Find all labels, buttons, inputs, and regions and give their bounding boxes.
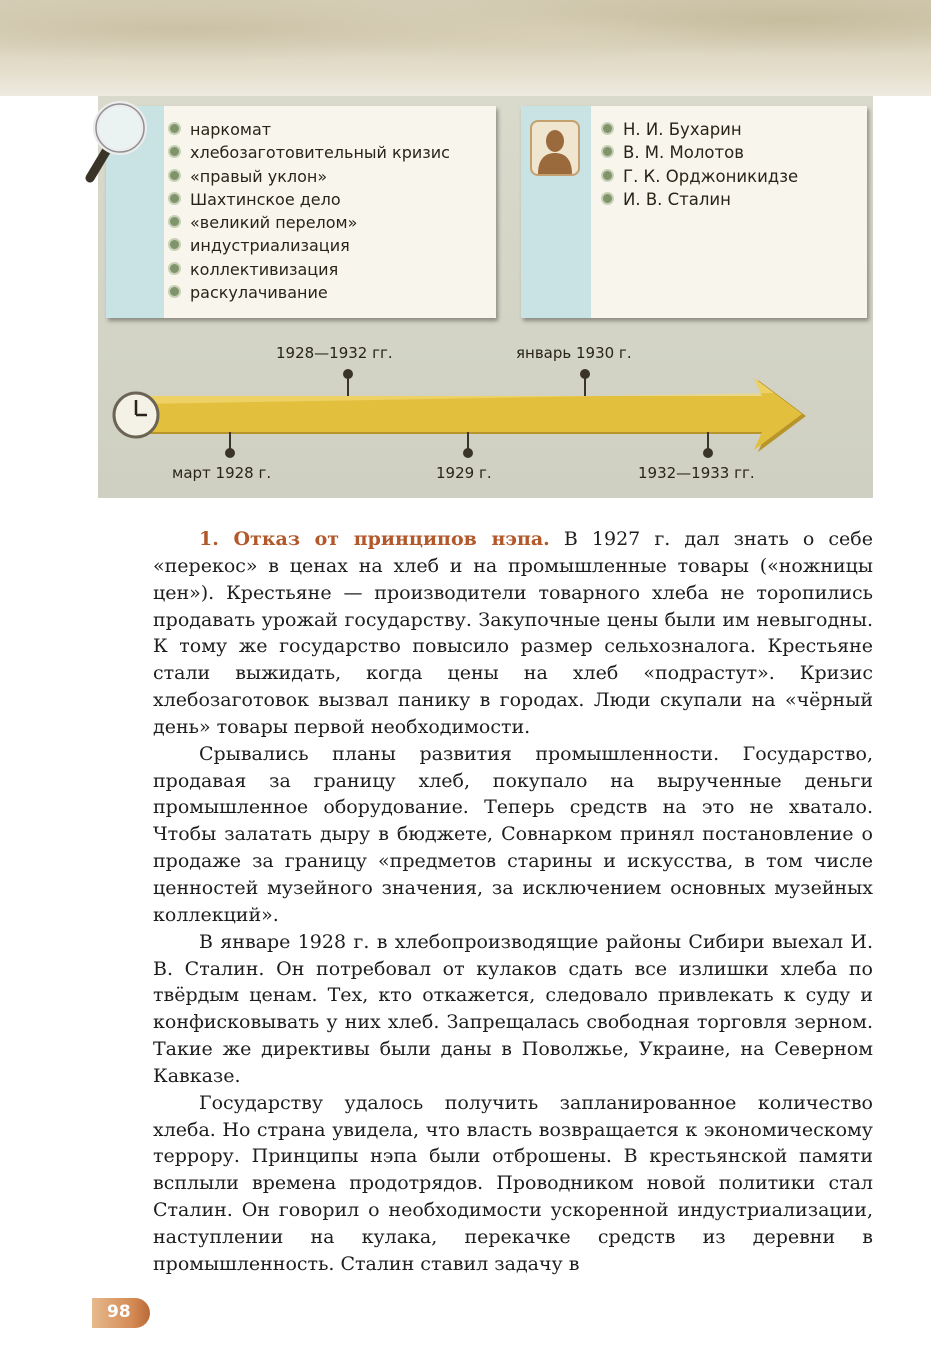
bullet-icon: [168, 285, 181, 298]
list-item: раскулачивание: [168, 281, 450, 304]
bullet-icon: [168, 262, 181, 275]
paragraph: Срывались планы развития промышленности. Государство, продавая за границу хлеб, покупало на вырученные деньги промышленное оборудование. Теперь средств на это не хватало. Чтобы залатать дыру в бюджете, Совнарком принял постановление о продаже за границу «предметов старины и искусства, в том числе ценностей музейного значения, за исключением основных музейных коллекций».: [153, 742, 873, 926]
bullet-icon: [168, 215, 181, 228]
bullet-icon: [168, 122, 181, 135]
bullet-icon: [601, 192, 614, 205]
list-item: «великий перелом»: [168, 211, 450, 234]
timeline-label: март 1928 г.: [172, 464, 272, 482]
bullet-icon: [168, 145, 181, 158]
main-text: [153, 526, 873, 1278]
bullet-icon: [601, 122, 614, 135]
timeline-label: 1929 г.: [436, 464, 492, 482]
bullet-icon: [168, 192, 181, 205]
list-item: «правый уклон»: [168, 165, 450, 188]
list-item: Шахтинское дело: [168, 188, 450, 211]
list-item: И. В. Сталин: [601, 188, 798, 211]
timeline-marker: [225, 432, 235, 458]
person-silhouette-icon: [530, 120, 580, 176]
list-item: индустриализация: [168, 234, 450, 257]
bullet-icon: [168, 238, 181, 251]
timeline: [98, 340, 873, 498]
timeline-label: 1932—1933 гг.: [638, 464, 755, 482]
decorative-header-band: [0, 0, 931, 96]
list-item: хлебозаготовительный кризис: [168, 141, 450, 164]
paragraph: В январе 1928 г. в хлебопроизводящие районы Сибири выехал И. В. Сталин. Он потребовал от кулаков сдать все излишки хлеба по твёрдым ценам. Тех, кто откажется, следовало привлекать к суду и конфисковывать у них хлеб. Запрещалась свободная торговля зерном. Такие же директивы были даны в Поволжье, Украине, на Северном Кавказе.: [153, 930, 873, 1087]
paragraph: 1. Отказ от принципов нэпа. В 1927 г. дал знать о себе «перекос» в ценах на хлеб и на промышленные товары («ножницы цен»). Крестьяне — производители товарного хлеба не торопились продавать урожай государству. Закупочные цены были им невыгодны. К тому же государство повысило размер сельхозналога. Крестьяне стали выжидать, когда цены на хлеб «подрастут». Кризис хлебозаготовок вызвал панику в городах. Люди скупали на «чёрный день» товары первой необходимости.: [153, 528, 873, 738]
list-item: Н. И. Бухарин: [601, 118, 798, 141]
clock-icon: [114, 393, 158, 437]
list-item: В. М. Молотов: [601, 141, 798, 164]
list-item: коллективизация: [168, 258, 450, 281]
timeline-marker: [463, 432, 473, 458]
page-number: 98: [107, 1302, 131, 1322]
list-item: Г. К. Орджоникидзе: [601, 165, 798, 188]
magnifier-icon: [82, 96, 152, 186]
lesson-header-panel: [98, 96, 873, 498]
section-title: 1. Отказ от принципов нэпа.: [199, 528, 550, 550]
persons-list: [601, 118, 798, 211]
bullet-icon: [168, 169, 181, 182]
bullet-icon: [601, 145, 614, 158]
timeline-marker: [703, 432, 713, 458]
list-item: наркомат: [168, 118, 450, 141]
timeline-arrow: [142, 378, 806, 452]
paragraph: Государству удалось получить запланированное количество хлеба. Но страна увидела, что власть возвращается к экономическому террору. Принципы нэпа были отброшены. В крестьянской памяти всплыли времена продотрядов. Проводником новой политики стал Сталин. Он говорил о необходимости ускоренной индустриализации, наступлении на кулака, перекачке средств из деревни в промышленность. Сталин ставил задачу в: [153, 1091, 873, 1275]
timeline-marker: [580, 369, 590, 396]
key-terms-card: [106, 106, 496, 318]
timeline-label: 1928—1932 гг.: [276, 344, 393, 362]
timeline-label: январь 1930 г.: [516, 344, 632, 362]
persons-card: [521, 106, 867, 318]
key-terms-list: [168, 118, 450, 304]
bullet-icon: [601, 169, 614, 182]
timeline-marker: [343, 369, 353, 396]
